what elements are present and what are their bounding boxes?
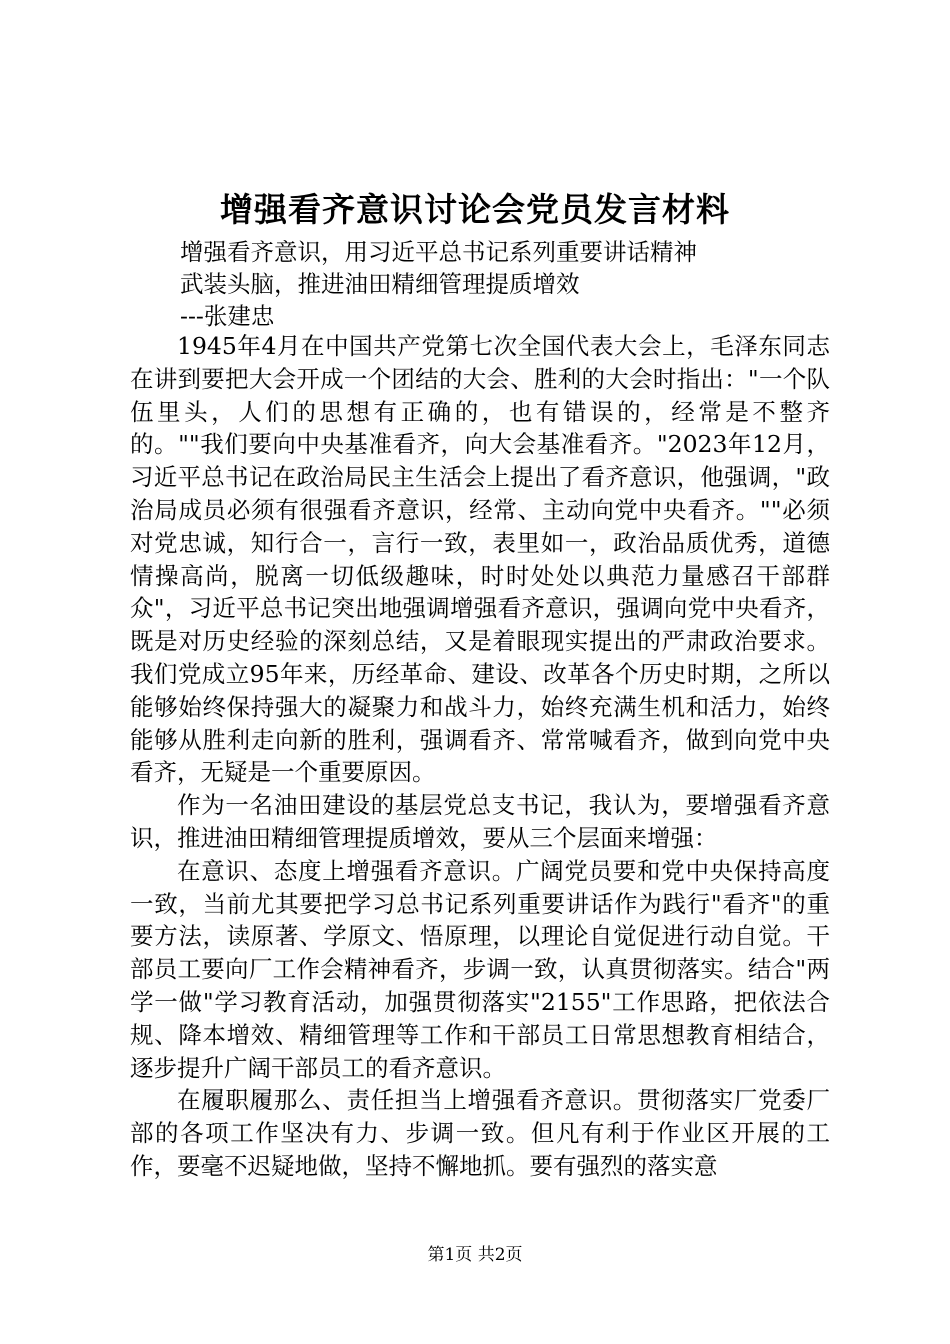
document-body: [130, 330, 830, 1183]
body-paragraph: 1945年4月在中国共产党第七次全国代表大会上，毛泽东同志在讲到要把大会开成一个团结的大会、胜利的大会时指出："一个队伍里头，人们的思想有正确的，也有错误的，经常是不整齐的。""我们要向中央基准看齐，向大会基准看齐。"2023年12月，习近平总书记在政治局民主生活会上提出了看齐意识，他强调，"政治局成员必须有很强看齐意识，经常、主动向党中央看齐。""必须对党忠诚，知行合一，言行一致，表里如一，政治品质优秀，道德情操高尚，脱离一切低级趣味，时时处处以典范力量感召干部群众"，习近平总书记突出地强调增强看齐意识，强调向党中央看齐，既是对历史经验的深刻总结，又是着眼现实提出的严肃政治要求。我们党成立95年来，历经革命、建设、改革各个历史时期，之所以能够始终保持强大的凝聚力和战斗力，始终充满生机和活力，始终能够从胜利走向新的胜利，强调看齐、常常喊看齐，做到向党中央看齐，无疑是一个重要原因。: [130, 332, 830, 787]
page-footer: 第1页 共2页: [427, 1245, 523, 1265]
body-paragraph: 在意识、态度上增强看齐意识。广阔党员要和党中央保持高度一致，当前尤其要把学习总书记系列重要讲话作为践行"看齐"的重要方法，读原著、学原文、悟原理，以理论自觉促进行动自觉。干部员工要向厂工作会精神看齐，步调一致，认真贯彻落实。结合"两学一做"学习教育活动，加强贯彻落实"2155"工作思路，把依法合规、降本增效、精细管理等工作和干部员工日常思想教育相结合，逐步提升广阔干部员工的看齐意识。: [130, 856, 830, 1082]
document-subtitle: [180, 236, 820, 332]
author-line: ---张建忠: [180, 302, 275, 330]
body-paragraph: 在履职履那么、责任担当上增强看齐意识。贯彻落实厂党委厂部的各项工作坚决有力、步调一致。但凡有利于作业区开展的工作，要毫不迟疑地做，坚持不懈地抓。要有强烈的落实意: [130, 1086, 830, 1180]
subtitle-line: 增强看齐意识，用习近平总书记系列重要讲话精神: [180, 238, 697, 266]
subtitle-line: 武装头脑，推进油田精细管理提质增效: [180, 270, 580, 298]
document-title: 增强看齐意识讨论会党员发言材料: [220, 190, 730, 229]
body-paragraph: 作为一名油田建设的基层党总支书记，我认为，要增强看齐意识，推进油田精细管理提质增效，要从三个层面来增强：: [130, 791, 830, 852]
